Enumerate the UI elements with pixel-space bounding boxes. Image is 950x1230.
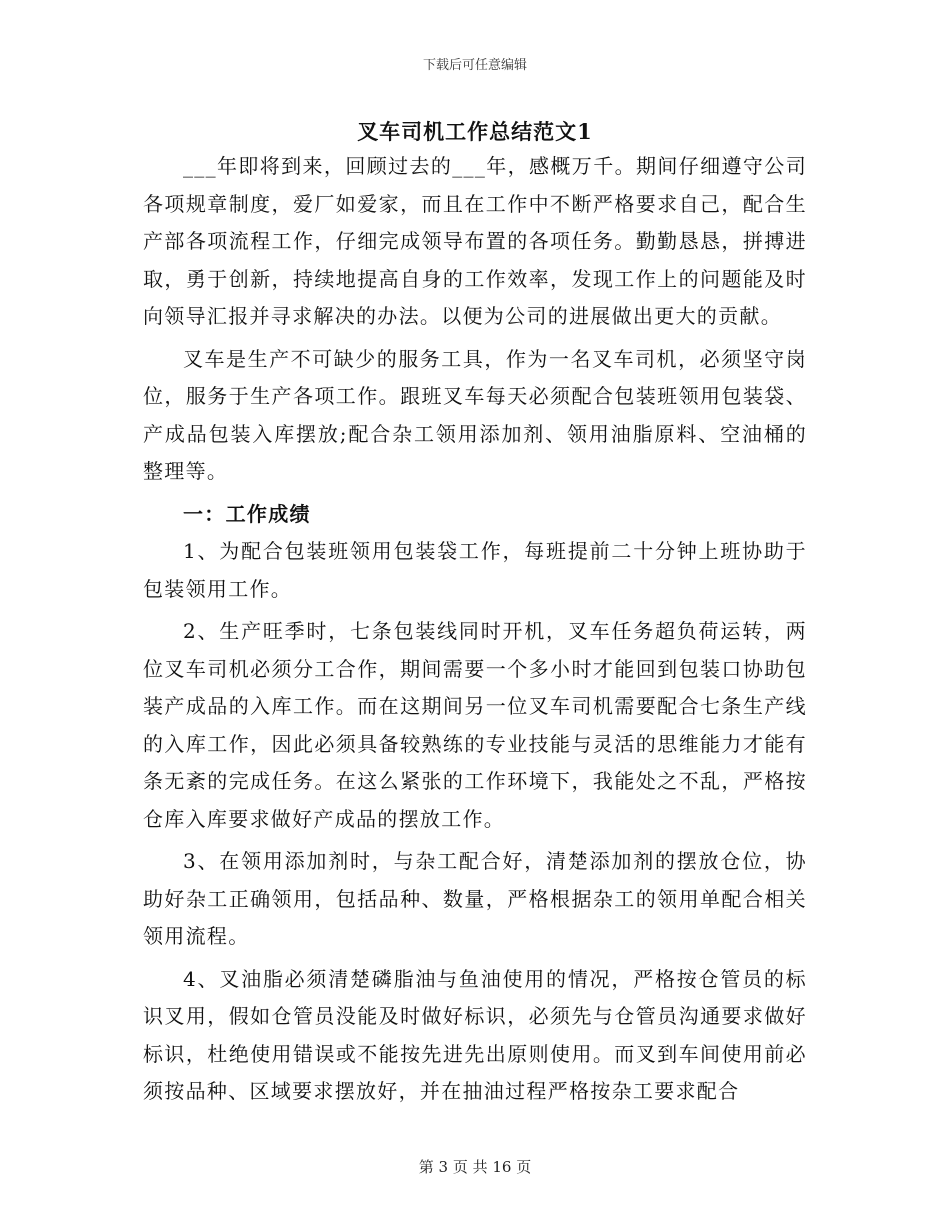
- achievement-item-3: 3、在领用添加剂时，与杂工配合好，清楚添加剂的摆放仓位，协助好杂工正确领用，包括品种、数量，严格根据杂工的领用单配合相关领用流程。: [143, 849, 807, 948]
- forklift-role-paragraph: 叉车是生产不可缺少的服务工具，作为一名叉车司机，必须坚守岗位，服务于生产各项工作。跟班叉车每天必须配合包装班领用包装袋、产成品包装入库摆放;配合杂工领用添加剂、领用油脂原料、空油桶的整理等。: [143, 346, 807, 483]
- document-body: [143, 148, 807, 1111]
- page-header-note: 下载后可任意编辑: [422, 58, 527, 73]
- page-number-footer: 第 3 页 共 16 页: [418, 1158, 532, 1176]
- document-title: 叉车司机工作总结范文1: [357, 119, 593, 144]
- achievement-item-4: 4、叉油脂必须清楚磷脂油与鱼油使用的情况，严格按仓管员的标识叉用，假如仓管员没能及时做好标识，必须先与仓管员沟通要求做好标识，杜绝使用错误或不能按先进先出原则使用。而叉到车间使用前必须按品种、区域要求摆放好，并在抽油过程严格按杂工要求配合: [143, 966, 807, 1103]
- achievement-item-1: 1、为配合包装班领用包装袋工作，每班提前二十分钟上班协助于包装领用工作。: [143, 539, 807, 601]
- intro-paragraph: ___年即将到来，回顾过去的___年，感概万千。期间仔细遵守公司各项规章制度，爱厂如爱家，而且在工作中不断严格要求自己，配合生产部各项流程工作，仔细完成领导布置的各项任务。勤勤恳恳，拼搏进取，勇于创新，持续地提高自身的工作效率，发现工作上的问题能及时向领导汇报并寻求解决的办法。以便为公司的进展做出更大的贡献。: [143, 154, 807, 328]
- section-heading-achievements: 一：工作成绩: [183, 501, 311, 526]
- achievement-item-2: 2、生产旺季时，七条包装线同时开机，叉车任务超负荷运转，两位叉车司机必须分工合作，期间需要一个多小时才能回到包装口协助包装产成品的入库工作。而在这期间另一位叉车司机需要配合七条生产线的入库工作，因此必须具备较熟练的专业技能与灵活的思维能力才能有条无紊的完成任务。在这么紧张的工作环境下，我能处之不乱，严格按仓库入库要求做好产成品的摆放工作。: [143, 619, 807, 831]
